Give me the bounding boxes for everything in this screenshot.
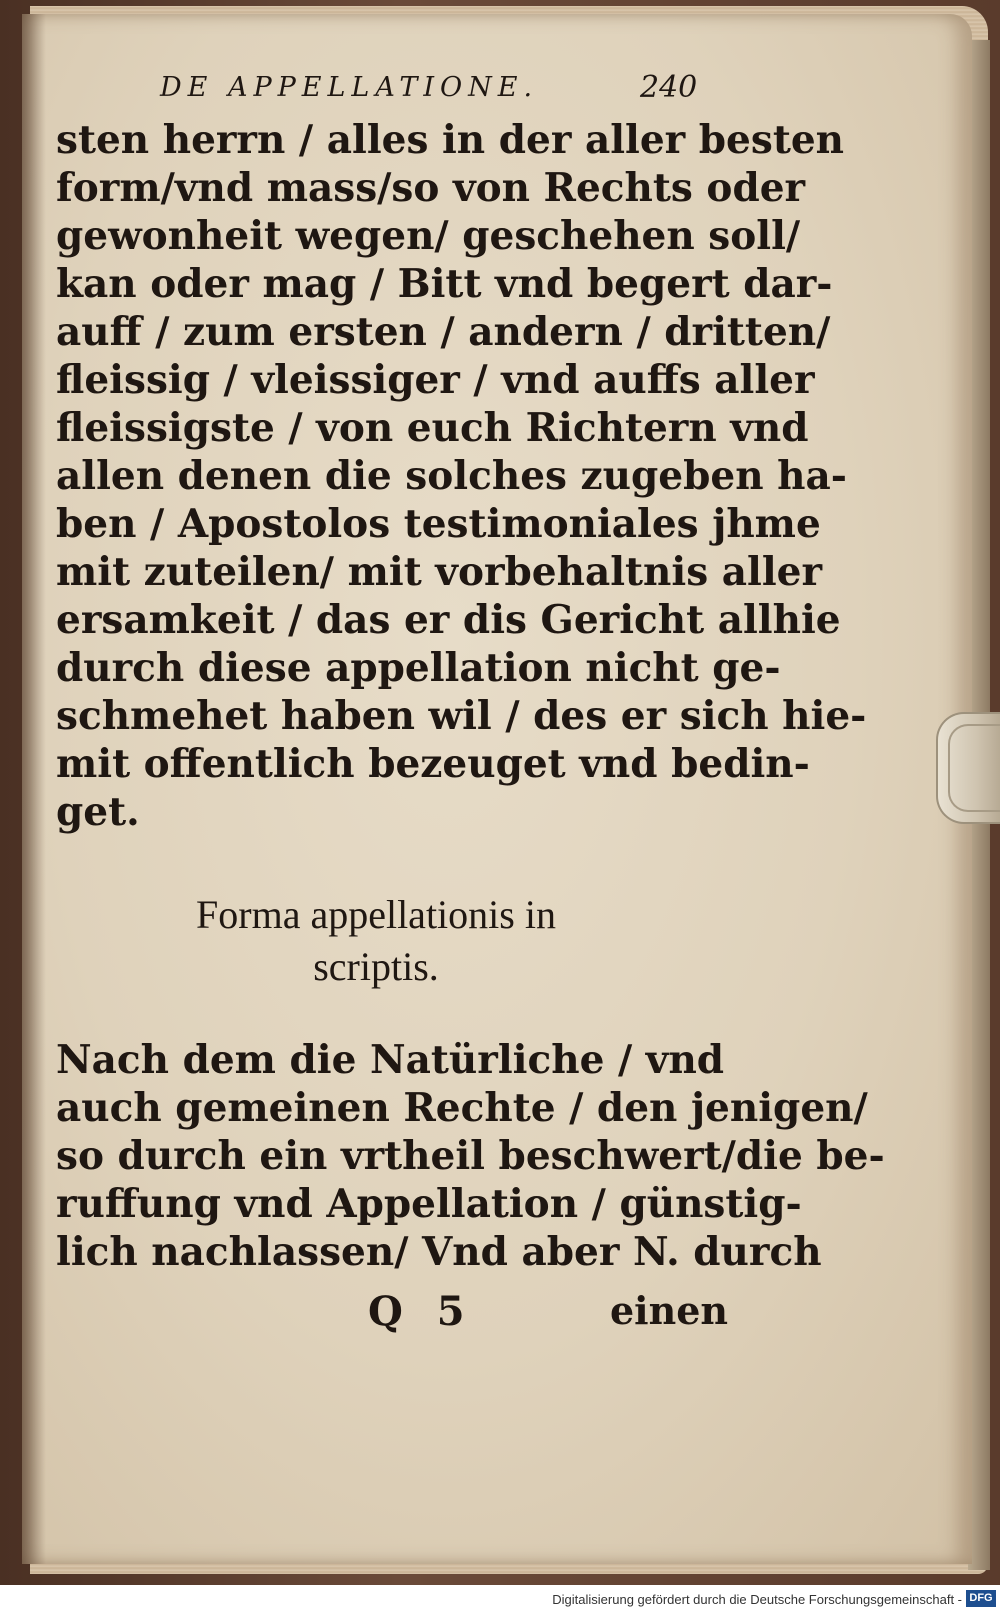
section-heading: scriptis. xyxy=(313,944,439,989)
digitization-credit: Digitalisierung gefördert durch die Deutsche Forschungsgemeinschaft - xyxy=(552,1592,962,1607)
running-title: DE APPELLATIONE. xyxy=(160,72,539,103)
text-line: fleissigste / von euch Richtern vnd xyxy=(56,405,809,451)
gutter-shadow xyxy=(22,14,46,1564)
text-line: Nach dem die Natürliche / vnd xyxy=(56,1037,725,1083)
text-line: auch gemeinen Rechte / den jenigen/ xyxy=(56,1085,868,1131)
signature-mark: Q 5 xyxy=(368,1288,475,1335)
text-line: mit offentlich bezeuget vnd bedin- xyxy=(56,741,810,787)
text-line: sten herrn / alles in der aller besten xyxy=(56,117,844,163)
text-line: ruffung vnd Appellation / günstig- xyxy=(56,1181,802,1227)
text-line: lich nachlassen/ Vnd aber N. durch xyxy=(56,1229,822,1275)
text-line: durch diese appellation nicht ge- xyxy=(56,645,781,691)
book-clasp-inner xyxy=(948,724,1000,812)
text-line: kan oder mag / Bitt vnd begert dar- xyxy=(56,261,833,307)
catchword: einen xyxy=(610,1288,729,1333)
section-heading: Forma appellationis in xyxy=(196,892,556,937)
text-line: auff / zum ersten / andern / dritten/ xyxy=(56,309,831,355)
text-line: schmehet haben wil / des er sich hie- xyxy=(56,693,867,739)
text-line: gewonheit wegen/ geschehen soll/ xyxy=(56,213,801,259)
text-line: ersamkeit / das er dis Gericht allhie xyxy=(56,597,841,643)
text-line: get. xyxy=(56,789,140,835)
page-number: 240 xyxy=(640,70,698,105)
text-line: ben / Apostolos testimoniales jhme xyxy=(56,501,821,547)
text-line: form/vnd mass/so von Rechts oder xyxy=(56,165,806,211)
text-line: mit zuteilen/ mit vorbehaltnis aller xyxy=(56,549,823,595)
text-line: so durch ein vrtheil beschwert/die be- xyxy=(56,1133,885,1179)
text-line: allen denen die solches zugeben ha- xyxy=(56,453,847,499)
text-line: fleissig / vleissiger / vnd auffs aller xyxy=(56,357,815,403)
dfg-logo: DFG xyxy=(966,1590,996,1607)
